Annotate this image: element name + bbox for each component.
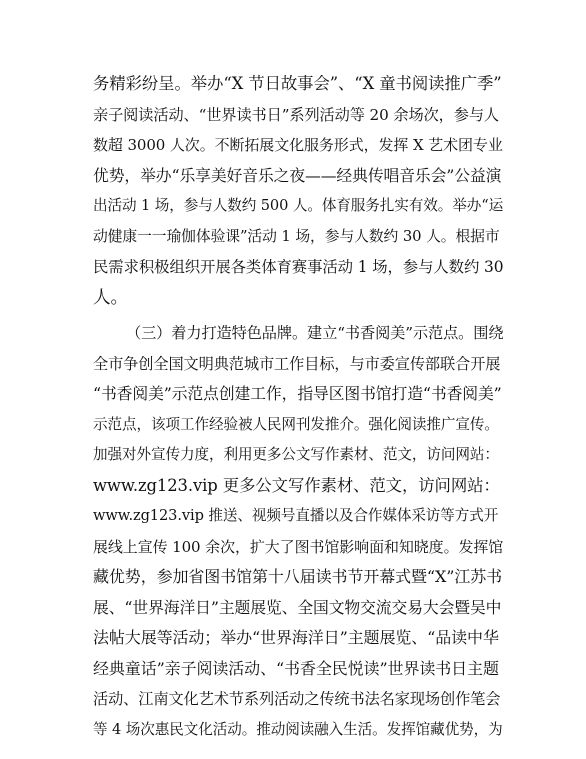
- text-line: 加强对外宣传力度，利用更多公文写作素材、范文，访问网站：: [93, 446, 499, 463]
- text-line: 出活动 1 场，参与人数约 500 人。体育服务扎实有效。举办“运: [93, 197, 504, 214]
- text-line: 亲子阅读活动、“世界读书日”系列活动等 20 余场次，参与人: [93, 106, 500, 124]
- text-line: 展、“世界海洋日”主题展览、全国文物交流交易大会暨吴中: [93, 598, 502, 617]
- text-line: 人。: [93, 288, 128, 308]
- text-line: 经典童话”亲子阅读活动、“书香全民悦读”世界读书日主题: [93, 659, 499, 678]
- text-line: 务精彩纷呈。举办“X 节日故事会”、“X 童书阅读推广季”: [93, 74, 502, 93]
- text-line: 法帖大展等活动；举办“世界海洋日”主题展览、“品读中华: [93, 628, 499, 647]
- text-line: www.zg123.vip 推送、视频号直播以及合作媒体采访等方式开: [93, 507, 499, 524]
- text-line: “书香阅美”示范点创建工作，指导区图书馆打造“书香阅美”: [93, 384, 502, 403]
- text-line: 示范点，该项工作经验被人民网刊发推介。强化阅读推广宣传。: [93, 416, 499, 433]
- section-heading-line: （三）着力打造特色品牌。建立“书香阅美”示范点。围绕: [126, 324, 504, 342]
- text-line: 展线上宣传 100 余次，扩大了图书馆影响面和知晓度。发挥馆: [93, 538, 504, 556]
- text-line: 优势，举办“乐享美好音乐之夜——经典传唱音乐会”公益演: [93, 166, 502, 185]
- text-line: 全市争创全国文明典范城市工作目标，与市委宣传部联合开展: [93, 355, 501, 373]
- text-line: 动健康一一瑜伽体验课”活动 1 场，参与人数约 30 人。根据市: [93, 228, 500, 245]
- text-line: 民需求积极组织开展各类体育赛事活动 1 场，参与人数约 30: [93, 258, 504, 276]
- text-line: 活动、江南文化艺术节系列活动之传统书法名家现场创作笔会: [93, 690, 501, 708]
- text-line: 数超 3000 人次。不断拓展文化服务形式，发挥 X 艺术团专业: [93, 136, 503, 154]
- text-line: www.zg123.vip 更多公文写作素材、范文，访问网站：: [93, 476, 500, 495]
- text-line: 藏优势，参加省图书馆第十八届读书节开幕式暨“X”江苏书: [93, 567, 503, 586]
- text-line: 等 4 场次惠民文化活动。推动阅读融入生活。发挥馆藏优势，为: [93, 721, 503, 738]
